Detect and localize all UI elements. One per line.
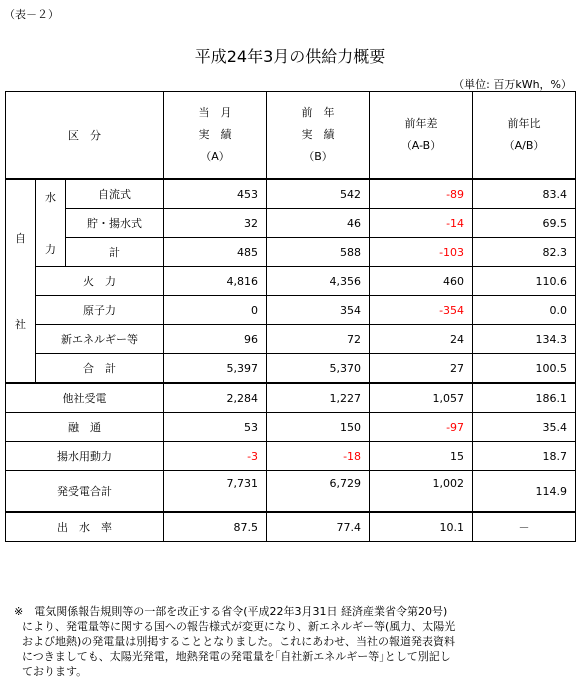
cell-diff: 460 — [370, 267, 473, 296]
cell-current: 5,397 — [164, 354, 267, 384]
cell-ratio: 18.7 — [473, 442, 576, 471]
cell-previous: 46 — [267, 209, 370, 238]
header-row — [6, 92, 576, 180]
cell-current: 4,816 — [164, 267, 267, 296]
table-row — [6, 238, 576, 267]
table-number-label: （表－２） — [4, 8, 59, 21]
cell-diff: -14 — [370, 209, 473, 238]
footnote-line: により、発電量等に関する国への報告様式が変更になり、新エネルギー等(風力、太陽光 — [22, 620, 456, 633]
footnote-line: および地熱)の発電量は別掲することとなりました。これにあわせ、当社の報道発表資料 — [22, 635, 455, 648]
header-diff — [370, 92, 473, 180]
row-label: 貯・揚水式 — [66, 209, 164, 238]
row-label: 合 計 — [36, 354, 164, 384]
table-row — [6, 354, 576, 384]
header-ratio-line1: 前年比 — [507, 117, 541, 130]
cell-previous: 588 — [267, 238, 370, 267]
cell-previous: 72 — [267, 325, 370, 354]
cell-diff: 15 — [370, 442, 473, 471]
table-row — [6, 325, 576, 354]
row-label: 計 — [66, 238, 164, 267]
header-current-line2: 実 績 — [198, 128, 232, 141]
row-label: 発受電合計 — [6, 471, 164, 513]
cell-previous: 354 — [267, 296, 370, 325]
cell-previous: 5,370 — [267, 354, 370, 384]
header-previous — [267, 92, 370, 180]
cell-diff: 27 — [370, 354, 473, 384]
table-row — [6, 296, 576, 325]
cell-diff: -354 — [370, 296, 473, 325]
cell-ratio: 35.4 — [473, 413, 576, 442]
cell-ratio: 83.4 — [473, 179, 576, 209]
header-previous-line2: 実 績 — [301, 128, 335, 141]
footnote — [14, 604, 570, 679]
cell-current: 0 — [164, 296, 267, 325]
cell-diff: -103 — [370, 238, 473, 267]
table-row — [6, 471, 576, 513]
header-current-line1: 当 月 — [198, 106, 232, 119]
cell-ratio: 186.1 — [473, 383, 576, 413]
cell-current: 53 — [164, 413, 267, 442]
cell-previous: 4,356 — [267, 267, 370, 296]
cell-previous: 6,729 — [267, 471, 370, 513]
cell-current: -3 — [164, 442, 267, 471]
group-suiryoku-char1: 水 — [45, 191, 56, 204]
page-title: 平成24年3月の供給力概要 — [194, 47, 386, 66]
row-label: 他社受電 — [6, 383, 164, 413]
cell-current: 96 — [164, 325, 267, 354]
table-row — [6, 179, 576, 209]
cell-previous: 150 — [267, 413, 370, 442]
table-row — [6, 442, 576, 471]
table-row — [6, 209, 576, 238]
row-label: 火 力 — [36, 267, 164, 296]
cell-ratio: 0.0 — [473, 296, 576, 325]
header-previous-line3: （B） — [303, 150, 333, 163]
row-label: 出 水 率 — [6, 512, 164, 542]
cell-diff: -97 — [370, 413, 473, 442]
cell-ratio: 110.6 — [473, 267, 576, 296]
cell-ratio: 100.5 — [473, 354, 576, 384]
cell-current: 87.5 — [164, 512, 267, 542]
row-label: 新エネルギー等 — [36, 325, 164, 354]
cell-previous: -18 — [267, 442, 370, 471]
cell-ratio: 134.3 — [473, 325, 576, 354]
cell-ratio: 82.3 — [473, 238, 576, 267]
group-suiryoku-char2: 力 — [45, 243, 56, 256]
table-row — [6, 383, 576, 413]
cell-ratio: 69.5 — [473, 209, 576, 238]
row-label: 揚水用動力 — [6, 442, 164, 471]
table-row — [6, 512, 576, 542]
cell-current: 453 — [164, 179, 267, 209]
header-diff-line2: （A-B） — [400, 139, 442, 152]
cell-current: 32 — [164, 209, 267, 238]
cell-diff: -89 — [370, 179, 473, 209]
row-label: 自流式 — [66, 179, 164, 209]
cell-diff: 24 — [370, 325, 473, 354]
group-jisha-char2: 社 — [15, 318, 26, 331]
table-row — [6, 413, 576, 442]
footnote-line: ております。 — [22, 665, 88, 678]
footnote-line: ※ 電気関係報告規則等の一部を改正する省令(平成22年3月31日 経済産業省令第20号) — [14, 605, 448, 618]
header-category: 区 分 — [6, 92, 164, 180]
cell-current: 2,284 — [164, 383, 267, 413]
cell-previous: 1,227 — [267, 383, 370, 413]
cell-diff: 1,002 — [370, 471, 473, 513]
cell-diff: 10.1 — [370, 512, 473, 542]
header-ratio-line2: （A/B） — [503, 139, 545, 152]
header-ratio — [473, 92, 576, 180]
cell-ratio: 114.9 — [473, 471, 576, 513]
header-diff-line1: 前年差 — [404, 117, 438, 130]
header-current-line3: （A） — [200, 150, 230, 163]
cell-current: 485 — [164, 238, 267, 267]
row-label: 原子力 — [36, 296, 164, 325]
table-row — [6, 267, 576, 296]
supply-table — [5, 91, 576, 542]
cell-diff: 1,057 — [370, 383, 473, 413]
group-jisha-char1: 自 — [15, 232, 26, 245]
header-previous-line1: 前 年 — [301, 106, 335, 119]
group-suiryoku — [36, 179, 66, 267]
row-label: 融 通 — [6, 413, 164, 442]
cell-current: 7,731 — [164, 471, 267, 513]
group-jisha — [6, 179, 36, 383]
cell-previous: 542 — [267, 179, 370, 209]
cell-ratio: － — [473, 512, 576, 542]
cell-previous: 77.4 — [267, 512, 370, 542]
footnote-line: につきましても、太陽光発電，地熱発電の発電量を｢自社新エネルギー等｣として別記し — [22, 650, 451, 663]
header-current — [164, 92, 267, 180]
unit-label: （単位: 百万kWh，%） — [453, 78, 572, 91]
